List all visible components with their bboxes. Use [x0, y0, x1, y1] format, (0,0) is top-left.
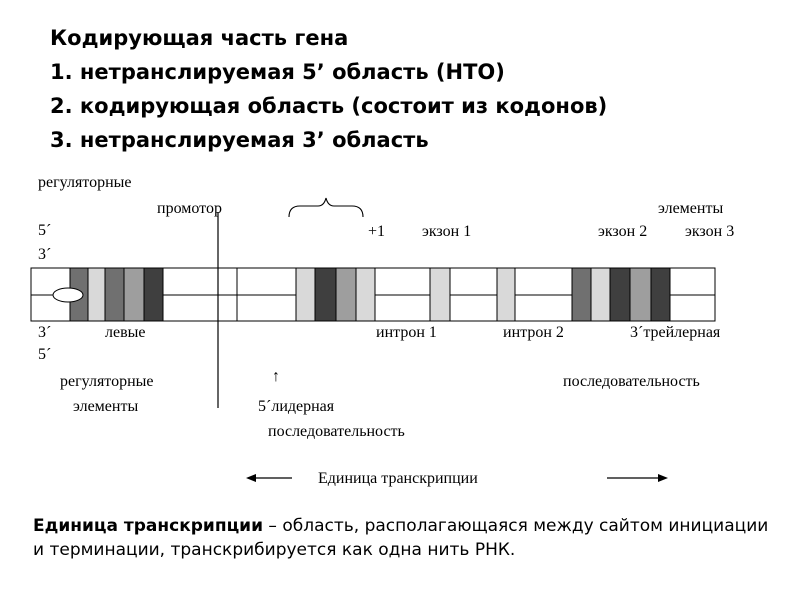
block: [651, 268, 670, 321]
block: [105, 268, 124, 321]
block: [315, 268, 336, 321]
label-elements-bottom: элементы: [73, 398, 139, 415]
block: [572, 268, 591, 321]
block: [124, 268, 144, 321]
label-regulatory-top: регуляторные: [38, 174, 132, 191]
arrow-left-icon: [246, 474, 256, 482]
label-5prime-bottom: 5´: [38, 346, 52, 363]
exon-1-blocks: [296, 268, 375, 321]
label-regulatory-bottom: регуляторные: [60, 373, 154, 390]
label-transcription-unit: Единица транскрипции: [318, 470, 478, 487]
list-item-3: 3. нетранслируемая 3’ область: [50, 128, 429, 152]
block: [591, 268, 610, 321]
label-3prime-top: 3´: [38, 246, 52, 263]
label-intron-1: интрон 1: [376, 324, 437, 341]
block: [88, 268, 105, 321]
label-trailer: 3´трейлерная: [630, 324, 721, 341]
label-elements-top: элементы: [658, 200, 724, 217]
oval-marker: [53, 288, 83, 302]
label-exon-2: экзон 2: [598, 223, 648, 240]
block: [610, 268, 630, 321]
exon-2-light-block: [497, 268, 515, 321]
label-leader: 5´лидерная: [258, 398, 335, 415]
exon-brace: [289, 198, 363, 217]
label-intron-2: интрон 2: [503, 324, 564, 341]
list-item-2: 2. кодирующая область (состоит из кодонов): [50, 94, 608, 118]
block: [144, 268, 163, 321]
label-3prime-bottom: 3´: [38, 324, 52, 341]
definition-body: – область, располагающаяся между сайтом инициации и терминации, транскрибируется как одна нить РНК.: [33, 516, 769, 560]
label-sequence-trailer: последовательность: [563, 373, 700, 390]
block: [630, 268, 651, 321]
definition-text: [33, 514, 773, 562]
slide-title: Кодирующая часть гена: [50, 26, 349, 50]
list-item-1: 1. нетранслируемая 5’ область (НТО): [50, 60, 505, 84]
exon-2-3-blocks: [572, 268, 670, 321]
label-5prime-top: 5´: [38, 222, 52, 239]
block: [296, 268, 315, 321]
arrow-right-icon: [658, 474, 668, 482]
definition-term: Единица транскрипции: [33, 516, 264, 536]
intron-1-block: [430, 268, 450, 321]
block: [336, 268, 356, 321]
label-exon-1: экзон 1: [422, 223, 472, 240]
arrow-up-icon: ↑: [272, 368, 280, 385]
regulatory-blocks: [70, 268, 163, 321]
label-sequence-leader: последовательность: [268, 423, 405, 440]
label-promoter: промотор: [157, 200, 222, 217]
label-exon-3: экзон 3: [685, 223, 735, 240]
label-left: левые: [105, 324, 146, 341]
block: [356, 268, 375, 321]
label-plus-one: +1: [368, 223, 386, 240]
